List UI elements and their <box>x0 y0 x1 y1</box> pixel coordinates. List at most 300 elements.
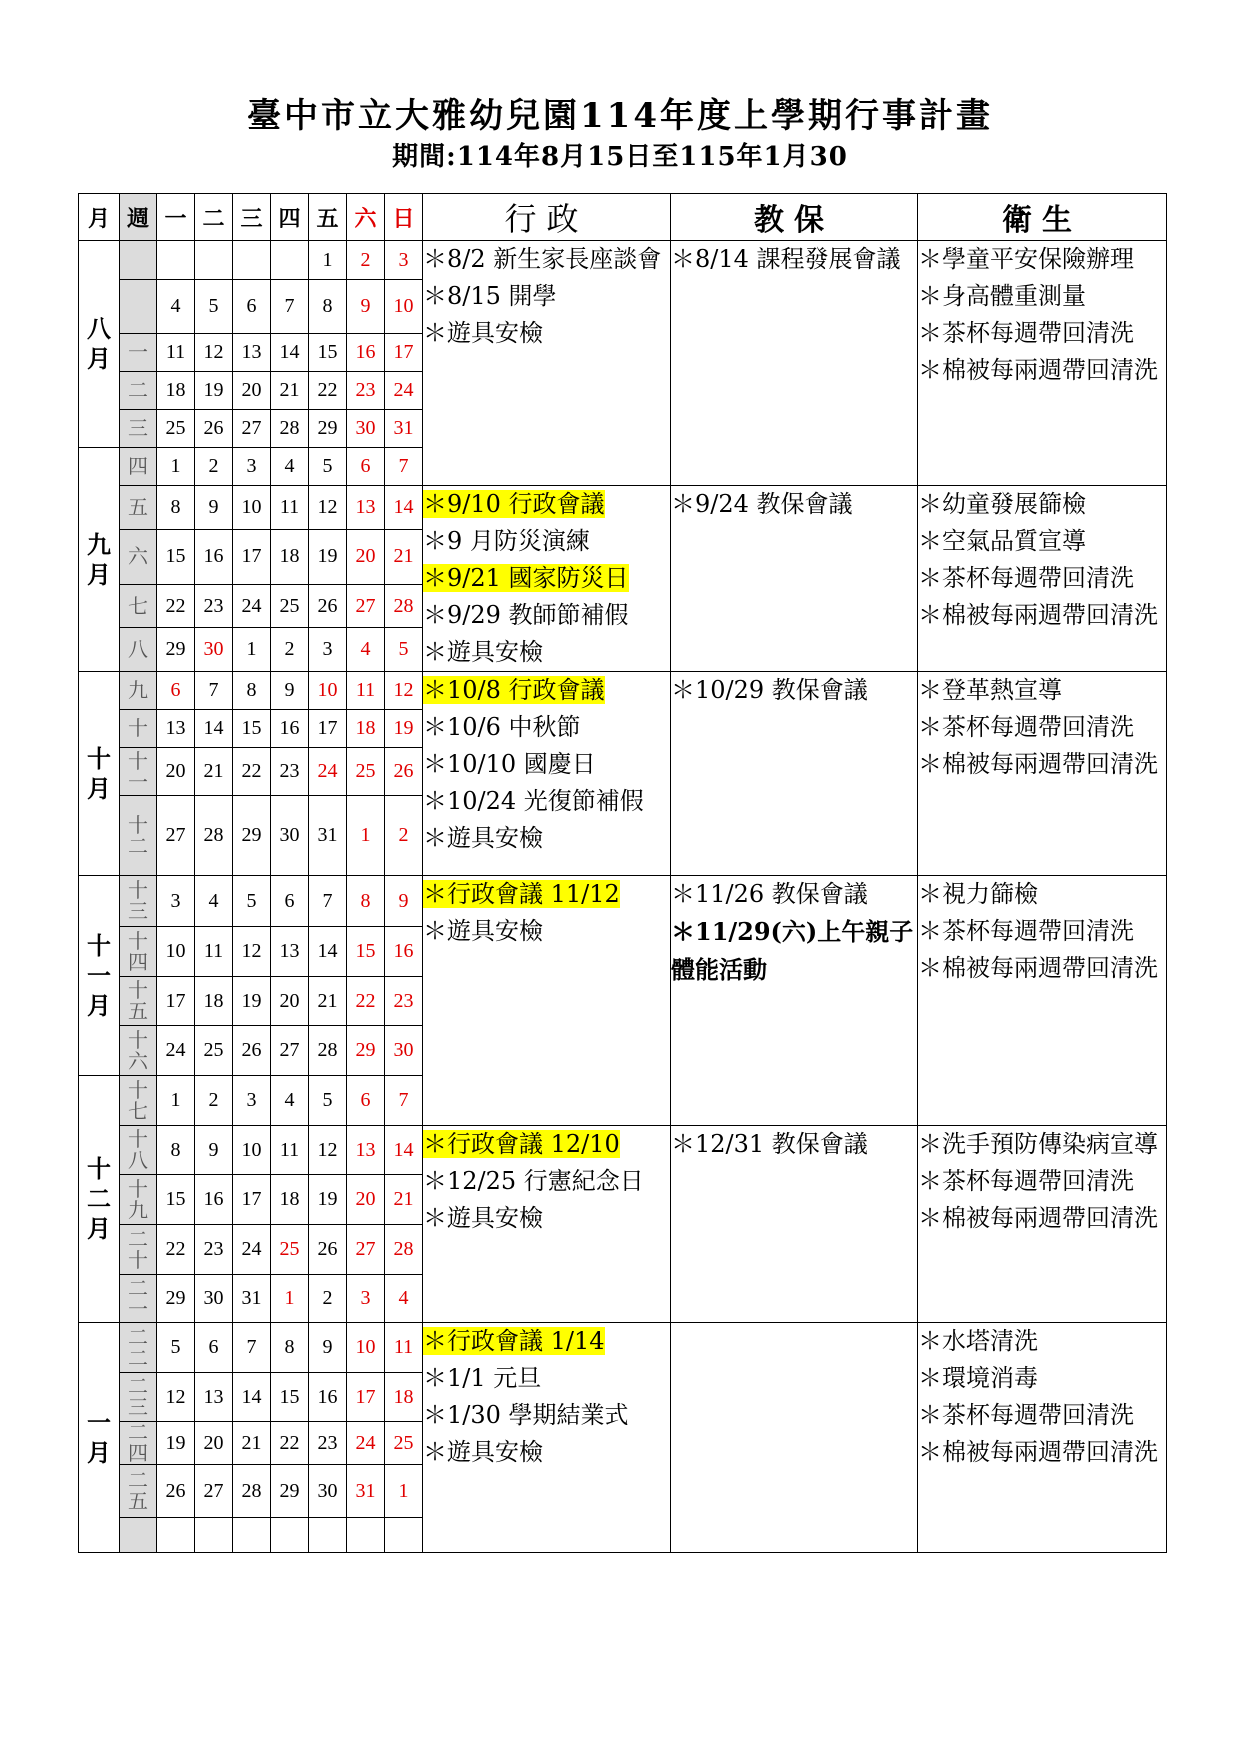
admin-event-item <box>423 820 670 857</box>
month-label: 十二月 <box>79 1076 120 1323</box>
day-cell: 31 <box>233 1275 271 1323</box>
day-cell: 19 <box>157 1422 195 1465</box>
week-row <box>79 241 1167 280</box>
event-text: ＊遊具安檢 <box>423 917 543 945</box>
admin-event-item <box>423 1200 670 1237</box>
day-cell <box>233 241 271 280</box>
week-number: 六 <box>120 529 157 584</box>
day-cell: 23 <box>271 748 309 796</box>
day-cell: 4 <box>195 876 233 927</box>
day-cell: 20 <box>271 977 309 1026</box>
edu-event-item <box>671 876 917 913</box>
day-cell: 24 <box>157 1026 195 1076</box>
day-cell: 30 <box>195 1275 233 1323</box>
day-cell: 3 <box>309 628 347 672</box>
event-text: ＊9/24 教保會議 <box>671 490 853 518</box>
day-cell <box>195 1518 233 1553</box>
event-text: ＊遊具安檢 <box>423 1438 543 1466</box>
day-cell: 11 <box>195 927 233 977</box>
week-row <box>79 1126 1167 1175</box>
day-cell: 3 <box>347 1275 385 1323</box>
edu-events <box>671 876 918 1126</box>
day-cell <box>309 1518 347 1553</box>
day-cell: 25 <box>195 1026 233 1076</box>
edu-event-item <box>671 1126 917 1163</box>
day-cell: 21 <box>233 1422 271 1465</box>
health-event-item <box>918 352 1166 389</box>
day-cell: 21 <box>309 977 347 1026</box>
health-event-item <box>918 315 1166 352</box>
health-event-item <box>918 950 1166 987</box>
day-cell <box>271 1518 309 1553</box>
day-cell: 16 <box>271 710 309 748</box>
day-cell <box>271 241 309 280</box>
event-text: ＊棉被每兩週帶回清洗 <box>918 954 1158 982</box>
day-cell: 6 <box>233 280 271 334</box>
day-cell: 11 <box>157 334 195 372</box>
day-cell: 2 <box>385 796 423 876</box>
edu-event-item <box>671 241 917 278</box>
event-text: ＊9/29 教師節補假 <box>423 601 629 629</box>
day-cell: 23 <box>347 372 385 410</box>
week-number: 十三 <box>120 876 157 927</box>
day-cell: 4 <box>157 280 195 334</box>
event-text: ＊8/14 課程發展會議 <box>671 245 901 273</box>
header-month: 月 <box>79 194 120 241</box>
event-text: ＊11/29(六)上午親子體能活動 <box>671 917 914 984</box>
event-text: ＊洗手預防傳染病宣導 <box>918 1130 1158 1158</box>
day-cell: 28 <box>309 1026 347 1076</box>
day-cell: 23 <box>309 1422 347 1465</box>
day-cell: 6 <box>157 672 195 710</box>
day-cell: 2 <box>195 448 233 486</box>
event-text: ＊遊具安檢 <box>423 1204 543 1232</box>
day-cell: 14 <box>233 1373 271 1422</box>
day-cell: 26 <box>309 1225 347 1275</box>
event-text: ＊茶杯每週帶回清洗 <box>918 1167 1134 1195</box>
week-number: 二三 <box>120 1373 157 1422</box>
week-number: 十八 <box>120 1126 157 1175</box>
day-cell: 7 <box>385 1076 423 1126</box>
day-cell: 12 <box>309 1126 347 1175</box>
admin-event-item <box>423 315 670 352</box>
admin-event-item <box>423 876 670 913</box>
event-text: ＊12/25 行憲紀念日 <box>423 1167 644 1195</box>
day-cell: 17 <box>157 977 195 1026</box>
day-cell: 30 <box>385 1026 423 1076</box>
day-cell: 2 <box>347 241 385 280</box>
admin-event-item <box>423 1360 670 1397</box>
day-cell: 21 <box>195 748 233 796</box>
day-cell: 29 <box>233 796 271 876</box>
event-text: ＊空氣品質宣導 <box>918 527 1086 555</box>
day-cell: 29 <box>157 1275 195 1323</box>
day-cell: 17 <box>233 1175 271 1225</box>
week-number: 四 <box>120 448 157 486</box>
day-cell: 14 <box>309 927 347 977</box>
day-cell: 13 <box>157 710 195 748</box>
health-event-item <box>918 597 1166 634</box>
day-cell: 15 <box>347 927 385 977</box>
day-cell: 22 <box>271 1422 309 1465</box>
day-cell: 30 <box>271 796 309 876</box>
event-text: ＊10/29 教保會議 <box>671 676 868 704</box>
event-text: ＊9/10 行政會議 <box>423 490 605 518</box>
week-number: 一 <box>120 334 157 372</box>
day-cell: 15 <box>157 529 195 584</box>
event-text: ＊10/8 行政會議 <box>423 676 605 704</box>
day-cell: 10 <box>233 1126 271 1175</box>
day-cell <box>347 1518 385 1553</box>
day-cell: 20 <box>195 1422 233 1465</box>
day-cell: 25 <box>271 584 309 628</box>
day-cell: 22 <box>347 977 385 1026</box>
day-cell <box>195 241 233 280</box>
day-cell: 17 <box>309 710 347 748</box>
day-cell: 4 <box>385 1275 423 1323</box>
health-event-item <box>918 1163 1166 1200</box>
week-number <box>120 1518 157 1553</box>
day-cell: 19 <box>309 529 347 584</box>
day-cell: 7 <box>309 876 347 927</box>
day-cell: 9 <box>195 486 233 530</box>
day-cell: 26 <box>385 748 423 796</box>
health-event-item <box>918 1323 1166 1360</box>
health-events <box>918 486 1167 672</box>
admin-event-item <box>423 1126 670 1163</box>
day-cell: 5 <box>309 448 347 486</box>
day-cell: 27 <box>157 796 195 876</box>
week-number: 二一 <box>120 1275 157 1323</box>
admin-event-item <box>423 913 670 950</box>
day-cell: 16 <box>385 927 423 977</box>
day-cell: 12 <box>309 486 347 530</box>
day-cell <box>385 1518 423 1553</box>
day-cell: 12 <box>385 672 423 710</box>
week-number: 十四 <box>120 927 157 977</box>
day-cell: 22 <box>157 584 195 628</box>
week-number <box>120 280 157 334</box>
day-cell: 18 <box>271 529 309 584</box>
week-number: 十六 <box>120 1026 157 1076</box>
day-cell: 27 <box>233 410 271 448</box>
day-cell: 1 <box>309 241 347 280</box>
day-cell: 19 <box>385 710 423 748</box>
day-cell: 9 <box>195 1126 233 1175</box>
day-cell: 20 <box>157 748 195 796</box>
admin-event-item <box>423 486 670 523</box>
day-cell: 20 <box>347 529 385 584</box>
day-cell: 26 <box>157 1465 195 1518</box>
day-cell: 9 <box>347 280 385 334</box>
day-cell: 17 <box>347 1373 385 1422</box>
week-number: 三 <box>120 410 157 448</box>
health-event-item <box>918 746 1166 783</box>
day-cell: 8 <box>347 876 385 927</box>
week-number: 十 <box>120 710 157 748</box>
day-cell: 18 <box>195 977 233 1026</box>
health-events <box>918 1126 1167 1323</box>
day-cell: 17 <box>385 334 423 372</box>
header-row <box>79 194 1167 241</box>
event-text: ＊棉被每兩週帶回清洗 <box>918 601 1158 629</box>
health-events <box>918 672 1167 876</box>
day-cell: 16 <box>195 1175 233 1225</box>
day-cell: 29 <box>271 1465 309 1518</box>
header-day: 四 <box>271 194 309 241</box>
edu-events <box>671 672 918 876</box>
header-day: 三 <box>233 194 271 241</box>
health-event-item <box>918 1434 1166 1471</box>
week-number: 二 <box>120 372 157 410</box>
day-cell: 31 <box>385 410 423 448</box>
day-cell: 9 <box>385 876 423 927</box>
day-cell: 8 <box>309 280 347 334</box>
event-text: ＊學童平安保險辦理 <box>918 245 1134 273</box>
day-cell: 28 <box>385 584 423 628</box>
day-cell: 23 <box>195 1225 233 1275</box>
event-text: ＊行政會議 11/12 <box>423 880 620 908</box>
day-cell: 10 <box>309 672 347 710</box>
health-event-item <box>918 486 1166 523</box>
day-cell: 13 <box>347 486 385 530</box>
day-cell: 5 <box>195 280 233 334</box>
day-cell: 30 <box>309 1465 347 1518</box>
event-text: ＊行政會議 12/10 <box>423 1130 620 1158</box>
day-cell: 15 <box>271 1373 309 1422</box>
day-cell: 6 <box>347 1076 385 1126</box>
day-cell: 31 <box>347 1465 385 1518</box>
admin-event-item <box>423 1163 670 1200</box>
day-cell: 24 <box>385 372 423 410</box>
day-cell: 11 <box>347 672 385 710</box>
day-cell: 12 <box>233 927 271 977</box>
day-cell: 6 <box>271 876 309 927</box>
day-cell: 27 <box>347 1225 385 1275</box>
health-event-item <box>918 1200 1166 1237</box>
health-event-item <box>918 1126 1166 1163</box>
day-cell: 20 <box>233 372 271 410</box>
day-cell: 27 <box>347 584 385 628</box>
day-cell: 18 <box>385 1373 423 1422</box>
week-row <box>79 876 1167 927</box>
day-cell: 3 <box>233 448 271 486</box>
day-cell: 21 <box>271 372 309 410</box>
health-event-item <box>918 278 1166 315</box>
admin-event-item <box>423 783 670 820</box>
admin-events <box>423 1126 671 1323</box>
admin-event-item <box>423 709 670 746</box>
admin-event-item <box>423 241 670 278</box>
admin-event-item <box>423 278 670 315</box>
day-cell: 30 <box>195 628 233 672</box>
week-row <box>79 486 1167 530</box>
week-number: 八 <box>120 628 157 672</box>
week-number: 十二 <box>120 796 157 876</box>
event-text: ＊11/26 教保會議 <box>671 880 868 908</box>
day-cell: 13 <box>271 927 309 977</box>
event-text: ＊身高體重測量 <box>918 282 1086 310</box>
header-day: 五 <box>309 194 347 241</box>
day-cell: 26 <box>309 584 347 628</box>
day-cell: 15 <box>157 1175 195 1225</box>
day-cell: 1 <box>271 1275 309 1323</box>
admin-events <box>423 241 671 486</box>
admin-event-item <box>423 1323 670 1360</box>
page-subtitle: 期間:114年8月15日至115年1月30 <box>392 142 848 172</box>
day-cell: 11 <box>385 1323 423 1373</box>
event-text: ＊茶杯每週帶回清洗 <box>918 917 1134 945</box>
admin-event-item <box>423 597 670 634</box>
health-event-item <box>918 709 1166 746</box>
admin-event-item <box>423 1434 670 1471</box>
health-event-item <box>918 241 1166 278</box>
day-cell: 25 <box>271 1225 309 1275</box>
header-edu: 教保 <box>671 194 918 241</box>
day-cell: 5 <box>309 1076 347 1126</box>
edu-event-item <box>671 913 917 989</box>
event-text: ＊茶杯每週帶回清洗 <box>918 564 1134 592</box>
event-text: ＊9/21 國家防災日 <box>423 564 629 592</box>
day-cell: 7 <box>271 280 309 334</box>
day-cell: 18 <box>271 1175 309 1225</box>
event-text: ＊1/1 元旦 <box>423 1364 542 1392</box>
month-label: 九月 <box>79 448 120 672</box>
day-cell: 10 <box>385 280 423 334</box>
day-cell: 27 <box>271 1026 309 1076</box>
event-text: ＊遊具安檢 <box>423 638 543 666</box>
day-cell: 10 <box>157 927 195 977</box>
event-text: ＊視力篩檢 <box>918 880 1038 908</box>
day-cell: 28 <box>271 410 309 448</box>
day-cell: 29 <box>347 1026 385 1076</box>
day-cell: 29 <box>157 628 195 672</box>
day-cell: 25 <box>157 410 195 448</box>
day-cell: 22 <box>309 372 347 410</box>
event-text: ＊行政會議 1/14 <box>423 1327 605 1355</box>
event-text: ＊水塔清洗 <box>918 1327 1038 1355</box>
event-text: ＊環境消毒 <box>918 1364 1038 1392</box>
day-cell <box>233 1518 271 1553</box>
day-cell: 3 <box>385 241 423 280</box>
day-cell: 9 <box>271 672 309 710</box>
header-admin: 行政 <box>423 194 671 241</box>
week-number: 二二 <box>120 1323 157 1373</box>
event-text: ＊茶杯每週帶回清洗 <box>918 319 1134 347</box>
event-text: ＊幼童發展篩檢 <box>918 490 1086 518</box>
health-event-item <box>918 913 1166 950</box>
day-cell: 9 <box>309 1323 347 1373</box>
edu-event-item <box>671 486 917 523</box>
week-number: 五 <box>120 486 157 530</box>
day-cell: 1 <box>385 1465 423 1518</box>
week-number: 十九 <box>120 1175 157 1225</box>
day-cell: 11 <box>271 1126 309 1175</box>
week-number: 二五 <box>120 1465 157 1518</box>
health-event-item <box>918 523 1166 560</box>
day-cell: 4 <box>347 628 385 672</box>
day-cell: 16 <box>309 1373 347 1422</box>
day-cell: 29 <box>309 410 347 448</box>
event-text: ＊9 月防災演練 <box>423 527 590 555</box>
day-cell: 7 <box>233 1323 271 1373</box>
day-cell: 14 <box>385 486 423 530</box>
header-day-weekend: 六 <box>347 194 385 241</box>
day-cell: 5 <box>385 628 423 672</box>
admin-events <box>423 876 671 1126</box>
day-cell: 1 <box>157 1076 195 1126</box>
admin-events <box>423 486 671 672</box>
day-cell: 14 <box>195 710 233 748</box>
day-cell: 15 <box>309 334 347 372</box>
admin-event-item <box>423 746 670 783</box>
day-cell: 21 <box>385 1175 423 1225</box>
admin-events <box>423 672 671 876</box>
header-health: 衛生 <box>918 194 1167 241</box>
event-text: ＊遊具安檢 <box>423 824 543 852</box>
admin-event-item <box>423 634 670 671</box>
day-cell: 28 <box>233 1465 271 1518</box>
admin-events <box>423 1323 671 1553</box>
week-number: 十一 <box>120 748 157 796</box>
day-cell: 12 <box>195 334 233 372</box>
day-cell: 16 <box>347 334 385 372</box>
day-cell: 4 <box>271 448 309 486</box>
event-text: ＊棉被每兩週帶回清洗 <box>918 1204 1158 1232</box>
header-day: 二 <box>195 194 233 241</box>
day-cell: 8 <box>157 486 195 530</box>
header-day-weekend: 日 <box>385 194 423 241</box>
month-label: 八月 <box>79 241 120 448</box>
health-event-item <box>918 672 1166 709</box>
day-cell: 13 <box>233 334 271 372</box>
event-text: ＊8/2 新生家長座談會 <box>423 245 662 273</box>
day-cell: 8 <box>157 1126 195 1175</box>
day-cell: 22 <box>157 1225 195 1275</box>
health-events <box>918 241 1167 486</box>
health-event-item <box>918 1360 1166 1397</box>
month-label: 一月 <box>79 1323 120 1553</box>
admin-event-item <box>423 560 670 597</box>
day-cell: 26 <box>233 1026 271 1076</box>
week-number: 二四 <box>120 1422 157 1465</box>
day-cell <box>157 241 195 280</box>
day-cell: 10 <box>233 486 271 530</box>
week-number: 十七 <box>120 1076 157 1126</box>
edu-events <box>671 486 918 672</box>
day-cell: 28 <box>385 1225 423 1275</box>
week-row <box>79 672 1167 710</box>
day-cell: 13 <box>195 1373 233 1422</box>
week-number: 七 <box>120 584 157 628</box>
header-week: 週 <box>120 194 157 241</box>
event-text: ＊10/6 中秋節 <box>423 713 581 741</box>
day-cell: 11 <box>271 486 309 530</box>
day-cell: 17 <box>233 529 271 584</box>
month-label: 十月 <box>79 672 120 876</box>
event-text: ＊10/24 光復節補假 <box>423 787 644 815</box>
health-event-item <box>918 1397 1166 1434</box>
day-cell: 2 <box>309 1275 347 1323</box>
page-title: 臺中市立大雅幼兒園114年度上學期行事計畫 <box>247 96 993 136</box>
edu-events <box>671 1323 918 1553</box>
event-text: ＊棉被每兩週帶回清洗 <box>918 750 1158 778</box>
day-cell: 1 <box>233 628 271 672</box>
day-cell: 13 <box>347 1126 385 1175</box>
day-cell: 7 <box>385 448 423 486</box>
day-cell: 23 <box>195 584 233 628</box>
month-label: 十一月 <box>79 876 120 1076</box>
